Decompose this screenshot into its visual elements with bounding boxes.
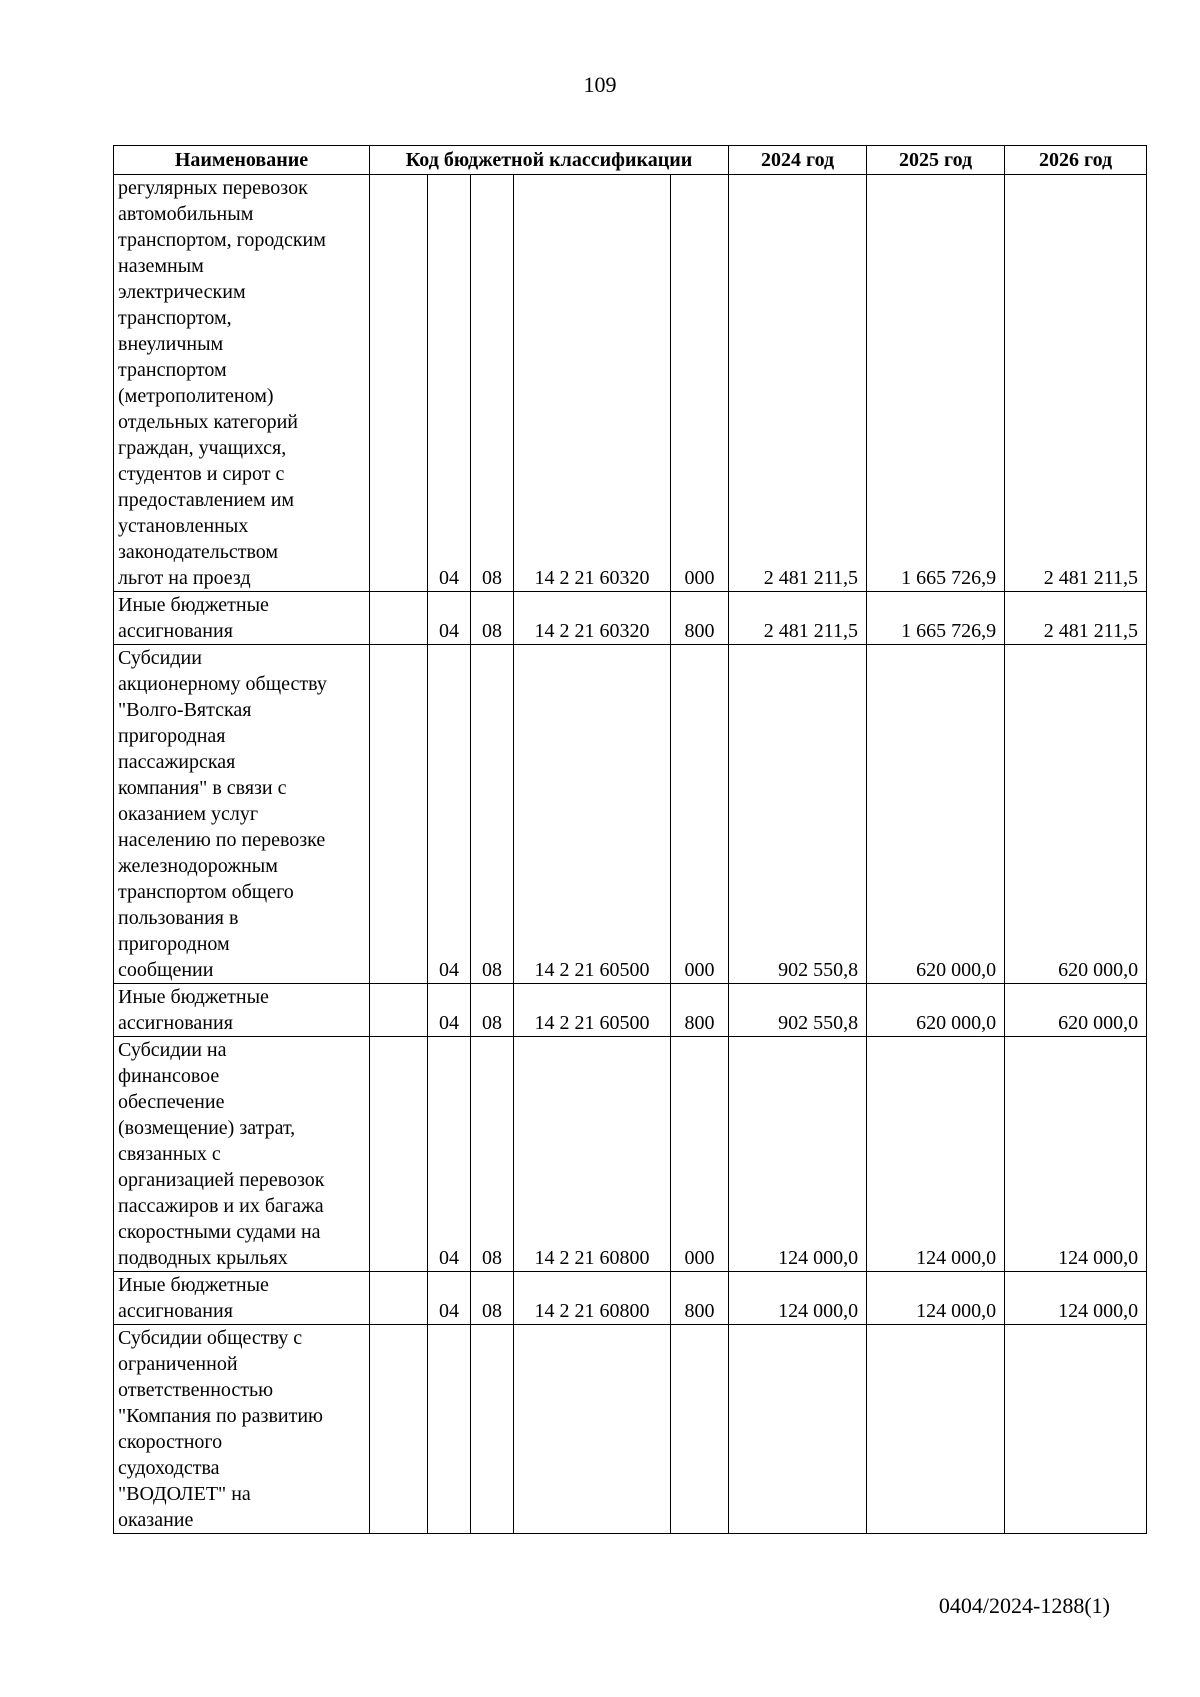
row-name-line: акционерному обществу [118,673,327,695]
amount-2025: 124 000,0 [867,1037,1005,1272]
row-name-line: граждан, учащихся, [118,437,287,459]
amount-2026 [1005,1325,1147,1534]
row-name-line: ограниченной [118,1353,238,1375]
row-name-line: ассигнования [118,620,233,642]
code-cell-0 [370,984,428,1037]
row-name-line: транспортом, городским [118,229,326,251]
table-row [114,645,1147,984]
section-code: 04 [428,984,471,1037]
row-name-line: ассигнования [118,1012,233,1034]
row-name-line: пользования в [118,907,239,929]
row-name-cell [114,1272,370,1325]
row-name-line: скоростными судами на [118,1221,321,1243]
target-article-code: 14 2 21 60800 [514,1272,671,1325]
target-article-code: 14 2 21 60320 [514,175,671,592]
table-row [114,1325,1147,1534]
expense-type-code: 800 [671,592,729,645]
budget-table [113,145,1147,1534]
amount-2025: 124 000,0 [867,1272,1005,1325]
amount-2024 [729,1325,867,1534]
row-name-line: оказанием услуг [118,803,259,825]
table-body [114,175,1147,1534]
row-name-cell [114,1037,370,1272]
amount-2026: 124 000,0 [1005,1037,1147,1272]
row-name-cell [114,645,370,984]
subsection-code: 08 [471,1037,514,1272]
target-article-code: 14 2 21 60500 [514,984,671,1037]
row-name-line: (метрополитеном) [118,385,274,407]
row-name-line: студентов и сирот с [118,463,285,485]
amount-2026: 2 481 211,5 [1005,592,1147,645]
subsection-code [471,1325,514,1534]
row-name-line: компания" в связи с [118,777,287,799]
row-name-line: подводных крыльях [118,1247,288,1269]
row-name-line: "Волго-Вятская [118,699,252,721]
row-name-line: установленных [118,515,249,537]
row-name-line: транспортом общего [118,881,294,903]
row-name-line: железнодорожным [118,855,278,877]
row-name-line: регулярных перевозок [118,177,308,199]
section-code: 04 [428,1037,471,1272]
row-name-line: "Компания по развитию [118,1405,323,1427]
table-row [114,592,1147,645]
subsection-code: 08 [471,1272,514,1325]
expense-type-code [671,1325,729,1534]
subsection-code: 08 [471,645,514,984]
row-name-line: автомобильным [118,203,254,225]
amount-2024: 902 550,8 [729,984,867,1037]
row-name-line: транспортом [118,359,227,381]
row-name-line: законодательством [118,541,279,563]
expense-type-code: 000 [671,175,729,592]
row-name-line: "ВОДОЛЕТ" на [118,1483,251,1505]
row-name-cell [114,175,370,592]
row-name-line: оказание [118,1509,194,1531]
header-code: Код бюджетной классификации [370,146,729,175]
row-name-line: пассажиров и их багажа [118,1195,324,1217]
expense-type-code: 800 [671,1272,729,1325]
row-name-line: Субсидии [118,647,202,669]
amount-2026: 620 000,0 [1005,984,1147,1037]
row-name-line: Иные бюджетные [118,1274,269,1296]
table-row [114,1037,1147,1272]
table-header-row [114,146,1147,175]
row-name-line: Иные бюджетные [118,594,269,616]
table-row [114,175,1147,592]
row-name-line: пригородная [118,725,226,747]
row-name-cell [114,592,370,645]
amount-2026: 2 481 211,5 [1005,175,1147,592]
expense-type-code: 000 [671,1037,729,1272]
expense-type-code: 000 [671,645,729,984]
target-article-code: 14 2 21 60800 [514,1037,671,1272]
row-name-line: связанных с [118,1143,221,1165]
section-code: 04 [428,1272,471,1325]
amount-2024: 124 000,0 [729,1037,867,1272]
amount-2026: 124 000,0 [1005,1272,1147,1325]
amount-2025: 620 000,0 [867,645,1005,984]
code-cell-0 [370,175,428,592]
amount-2026: 620 000,0 [1005,645,1147,984]
row-name-line: предоставлением им [118,489,295,511]
row-name-line: судоходства [118,1457,220,1479]
section-code [428,1325,471,1534]
header-2026: 2026 год [1005,146,1147,175]
row-name-line: обеспечение [118,1091,225,1113]
section-code: 04 [428,175,471,592]
row-name-line: наземным [118,255,204,277]
section-code: 04 [428,592,471,645]
code-cell-0 [370,1272,428,1325]
header-2025: 2025 год [867,146,1005,175]
amount-2025: 620 000,0 [867,984,1005,1037]
row-name-line: населению по перевозке [118,829,326,851]
row-name-line: ответственностью [118,1379,274,1401]
row-name-line: Субсидии на [118,1039,227,1061]
section-code: 04 [428,645,471,984]
header-name: Наименование [114,146,370,175]
row-name-line: ассигнования [118,1300,233,1322]
row-name-line: финансовое [118,1065,220,1087]
code-cell-0 [370,645,428,984]
amount-2025 [867,1325,1005,1534]
row-name-line: отдельных категорий [118,411,299,433]
row-name-line: внеуличным [118,333,224,355]
table-row [114,984,1147,1037]
row-name-line: пассажирская [118,751,236,773]
table-row [114,1272,1147,1325]
header-2024: 2024 год [729,146,867,175]
subsection-code: 08 [471,984,514,1037]
code-cell-0 [370,592,428,645]
target-article-code [514,1325,671,1534]
row-name-line: (возмещение) затрат, [118,1117,296,1139]
amount-2024: 2 481 211,5 [729,175,867,592]
code-cell-0 [370,1037,428,1272]
row-name-line: электрическим [118,281,246,303]
row-name-line: Субсидии обществу с [118,1327,303,1349]
amount-2024: 2 481 211,5 [729,592,867,645]
subsection-code: 08 [471,175,514,592]
amount-2024: 902 550,8 [729,645,867,984]
page-number: 109 [583,72,617,97]
row-name-line: организацией перевозок [118,1169,325,1191]
row-name-line: пригородном [118,933,230,955]
document-id: 0404/2024-1288(1) [938,1593,1110,1618]
row-name-line: скоростного [118,1431,223,1453]
target-article-code: 14 2 21 60500 [514,645,671,984]
code-cell-0 [370,1325,428,1534]
row-name-line: транспортом, [118,307,232,329]
row-name-cell [114,1325,370,1534]
amount-2024: 124 000,0 [729,1272,867,1325]
amount-2025: 1 665 726,9 [867,592,1005,645]
row-name-line: Иные бюджетные [118,986,269,1008]
row-name-cell [114,984,370,1037]
subsection-code: 08 [471,592,514,645]
expense-type-code: 800 [671,984,729,1037]
amount-2025: 1 665 726,9 [867,175,1005,592]
row-name-line: льгот на проезд [118,567,251,589]
row-name-line: сообщении [118,959,214,981]
target-article-code: 14 2 21 60320 [514,592,671,645]
